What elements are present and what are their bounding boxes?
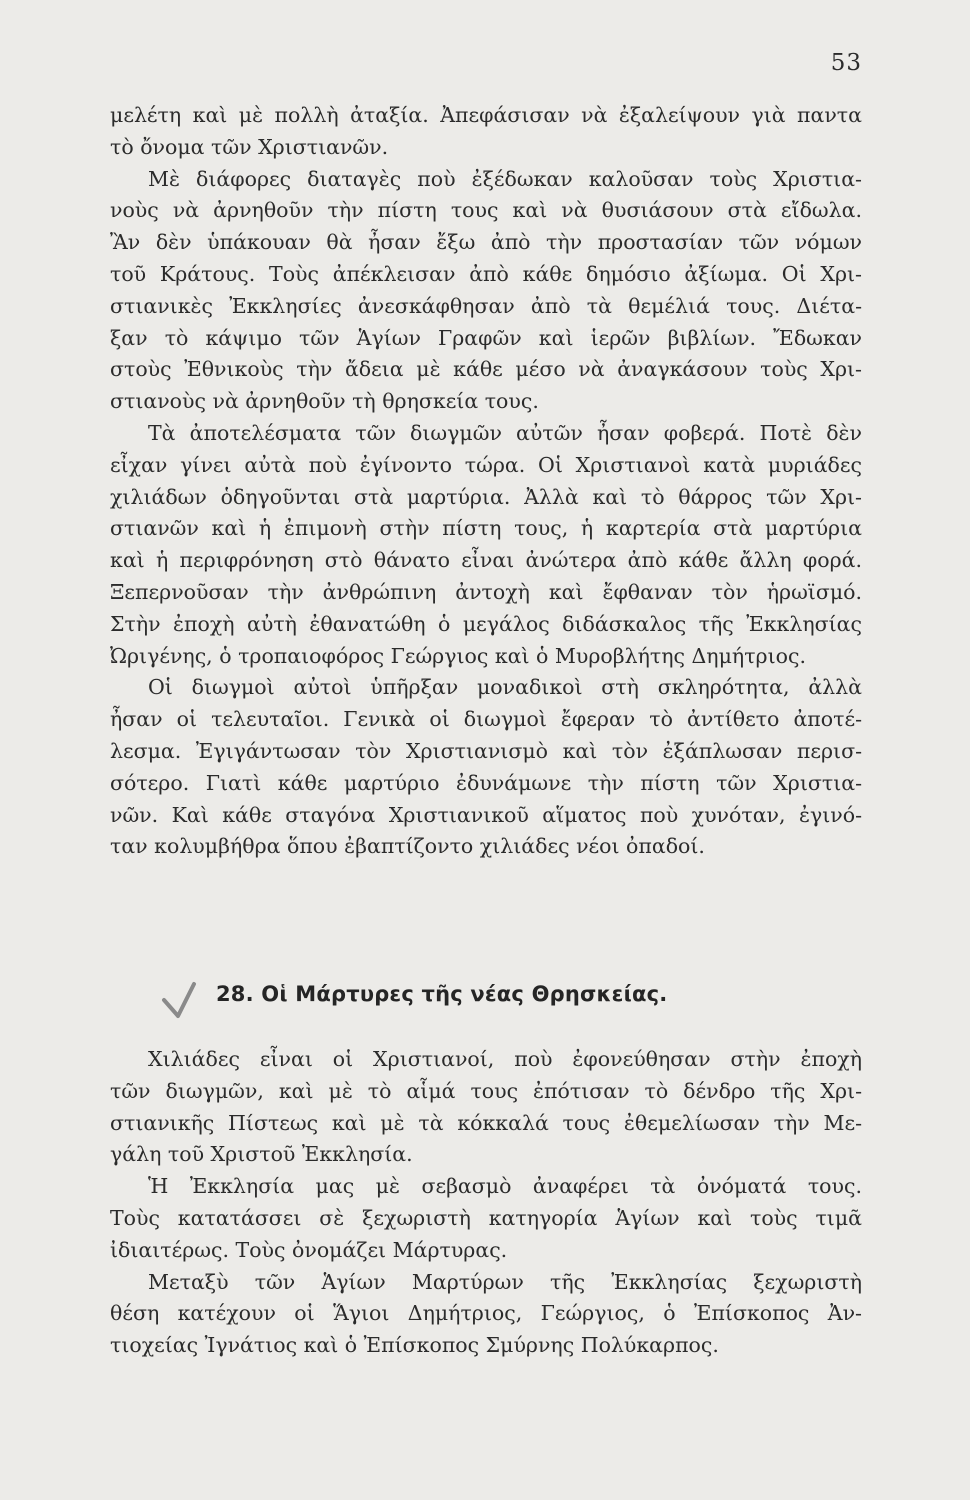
text-line: στιανικῆς Πίστεως καὶ μὲ τὰ κόκκαλά τους ἐθεμελίωσαν τὴν Με- [110, 1110, 862, 1135]
text-line: νῶν. Καὶ κάθε σταγόνα Χριστιανικοῦ αἵματος ποὺ χυνόταν, ἐγινό- [110, 802, 862, 827]
text-line: στιανοὺς νὰ ἀρνηθοῦν τὴ θρησκεία τους. [110, 389, 539, 414]
check-mark-icon [160, 980, 210, 1020]
text-line: Τοὺς κατατάσσει σὲ ξεχωριστὴ κατηγορία Ἁγίων καὶ τοὺς τιμᾶ [110, 1205, 862, 1230]
paragraph-1 [110, 100, 862, 164]
text-line: Οἱ διωγμοὶ αὐτοὶ ὑπῆρξαν μοναδικοὶ στὴ σκληρότητα, ἀλλὰ [148, 675, 862, 700]
page-number: 53 [830, 50, 862, 76]
text-line: στιανῶν καὶ ἡ ἐπιμονὴ στὴν πίστη τους, ἡ καρτερία στὰ μαρτύρια [110, 516, 862, 541]
paragraph-2 [110, 164, 862, 418]
text-line: Ξεπερνοῦσαν τὴν ἀνθρώπινη ἀντοχὴ καὶ ἔφθαναν τὸν ἡρωϊσμό. [110, 579, 862, 604]
text-line: ταν κολυμβήθρα ὅπου ἐβαπτίζοντο χιλιάδες νέοι ὀπαδοί. [110, 834, 705, 859]
text-line: γάλη τοῦ Χριστοῦ Ἐκκλησία. [110, 1142, 413, 1167]
text-line: ξαν τὸ κάψιμο τῶν Ἁγίων Γραφῶν καὶ ἱερῶν βιβλίων. Ἔδωκαν [110, 325, 862, 350]
text-line: σότερο. Γιατὶ κάθε μαρτύριο ἐδυνάμωνε τὴν πίστη τῶν Χριστια- [110, 770, 862, 795]
section-paragraph-2 [110, 1171, 862, 1266]
text-line: τοῦ Κράτους. Τοὺς ἀπέκλεισαν ἀπὸ κάθε δημόσιο ἀξίωμα. Οἱ Χρι- [110, 261, 862, 286]
text-line: τὸ ὄνομα τῶν Χριστιανῶν. [110, 134, 389, 159]
text-line: Ὠριγένης, ὁ τροπαιοφόρος Γεώργιος καὶ ὁ Μυροβλήτης Δημήτριος. [110, 643, 806, 668]
text-line: Τὰ ἀποτελέσματα τῶν διωγμῶν αὐτῶν ἦσαν φοβερά. Ποτὲ δὲν [148, 420, 862, 445]
section-heading: 28. Οἱ Μάρτυρες τῆς νέας Θρησκείας. [216, 982, 668, 1006]
paragraph-3 [110, 418, 862, 672]
text-line: στιανικὲς Ἐκκλησίες ἀνεσκάφθησαν ἀπὸ τὰ θεμέλιά τους. Διέτα- [110, 293, 862, 318]
text-line: στοὺς Ἐθνικοὺς τὴν ἄδεια μὲ κάθε μέσο νὰ ἀναγκάσουν τοὺς Χρι- [110, 357, 862, 382]
text-line: Ἂν δὲν ὑπάκουαν θὰ ἦσαν ἔξω ἀπὸ τὴν προστασίαν τῶν νόμων [110, 230, 862, 255]
text-line: ἦσαν οἱ τελευταῖοι. Γενικὰ οἱ διωγμοὶ ἔφεραν τὸ ἀντίθετο ἀποτέ- [110, 707, 862, 732]
text-line: ἰδιαιτέρως. Τοὺς ὀνομάζει Μάρτυρας. [110, 1237, 508, 1262]
text-line: λεσμα. Ἐγιγάντωσαν τὸν Χριστιανισμὸ καὶ τὸν ἐξάπλωσαν περισ- [110, 738, 862, 763]
section-paragraph-3 [110, 1267, 862, 1362]
text-line: Μεταξὺ τῶν Ἁγίων Μαρτύρων τῆς Ἐκκλησίας ξεχωριστὴ [148, 1269, 862, 1294]
main-text [110, 100, 862, 863]
text-line: καὶ ἡ περιφρόνηση στὸ θάνατο εἶναι ἀνώτερα ἀπὸ κάθε ἄλλη φορά. [110, 548, 862, 573]
text-line: τιοχείας Ἰγνάτιος καὶ ὁ Ἐπίσκοπος Σμύρνης Πολύκαρπος. [110, 1333, 719, 1358]
text-line: Μὲ διάφορες διαταγὲς ποὺ ἐξέδωκαν καλοῦσαν τοὺς Χριστια- [148, 166, 862, 191]
section-text [110, 1044, 862, 1362]
text-line: εἶχαν γίνει αὐτὰ ποὺ ἐγίνοντο τώρα. Οἱ Χριστιανοὶ κατὰ μυριάδες [110, 452, 862, 477]
section-paragraph-1 [110, 1044, 862, 1171]
text-line: Ἡ Ἐκκλησία μας μὲ σεβασμὸ ἀναφέρει τὰ ὀνόματά τους. [148, 1174, 862, 1199]
section-heading-block [160, 978, 860, 1018]
text-line: θέση κατέχουν οἱ Ἅγιοι Δημήτριος, Γεώργιος, ὁ Ἐπίσκοπος Ἀν- [110, 1301, 862, 1326]
paragraph-4 [110, 672, 862, 863]
text-line: Στὴν ἐποχὴ αὐτὴ ἐθανατώθη ὁ μεγάλος διδάσκαλος τῆς Ἐκκλησίας [110, 611, 862, 636]
text-line: νοὺς νὰ ἀρνηθοῦν τὴν πίστη τους καὶ νὰ θυσιάσουν στὰ εἴδωλα. [110, 198, 862, 223]
text-line: Χιλιάδες εἶναι οἱ Χριστιανοί, ποὺ ἐφονεύθησαν στὴν ἐποχὴ [148, 1047, 862, 1071]
text-line: τῶν διωγμῶν, καὶ μὲ τὸ αἷμά τους ἐπότισαν τὸ δένδρο τῆς Χρι- [110, 1078, 862, 1103]
text-line: χιλιάδων ὁδηγοῦνται στὰ μαρτύρια. Ἀλλὰ καὶ τὸ θάρρος τῶν Χρι- [110, 484, 862, 509]
text-line: μελέτη καὶ μὲ πολλὴ ἀταξία. Ἀπεφάσισαν νὰ ἐξαλείψουν γιὰ παντα [110, 103, 862, 127]
